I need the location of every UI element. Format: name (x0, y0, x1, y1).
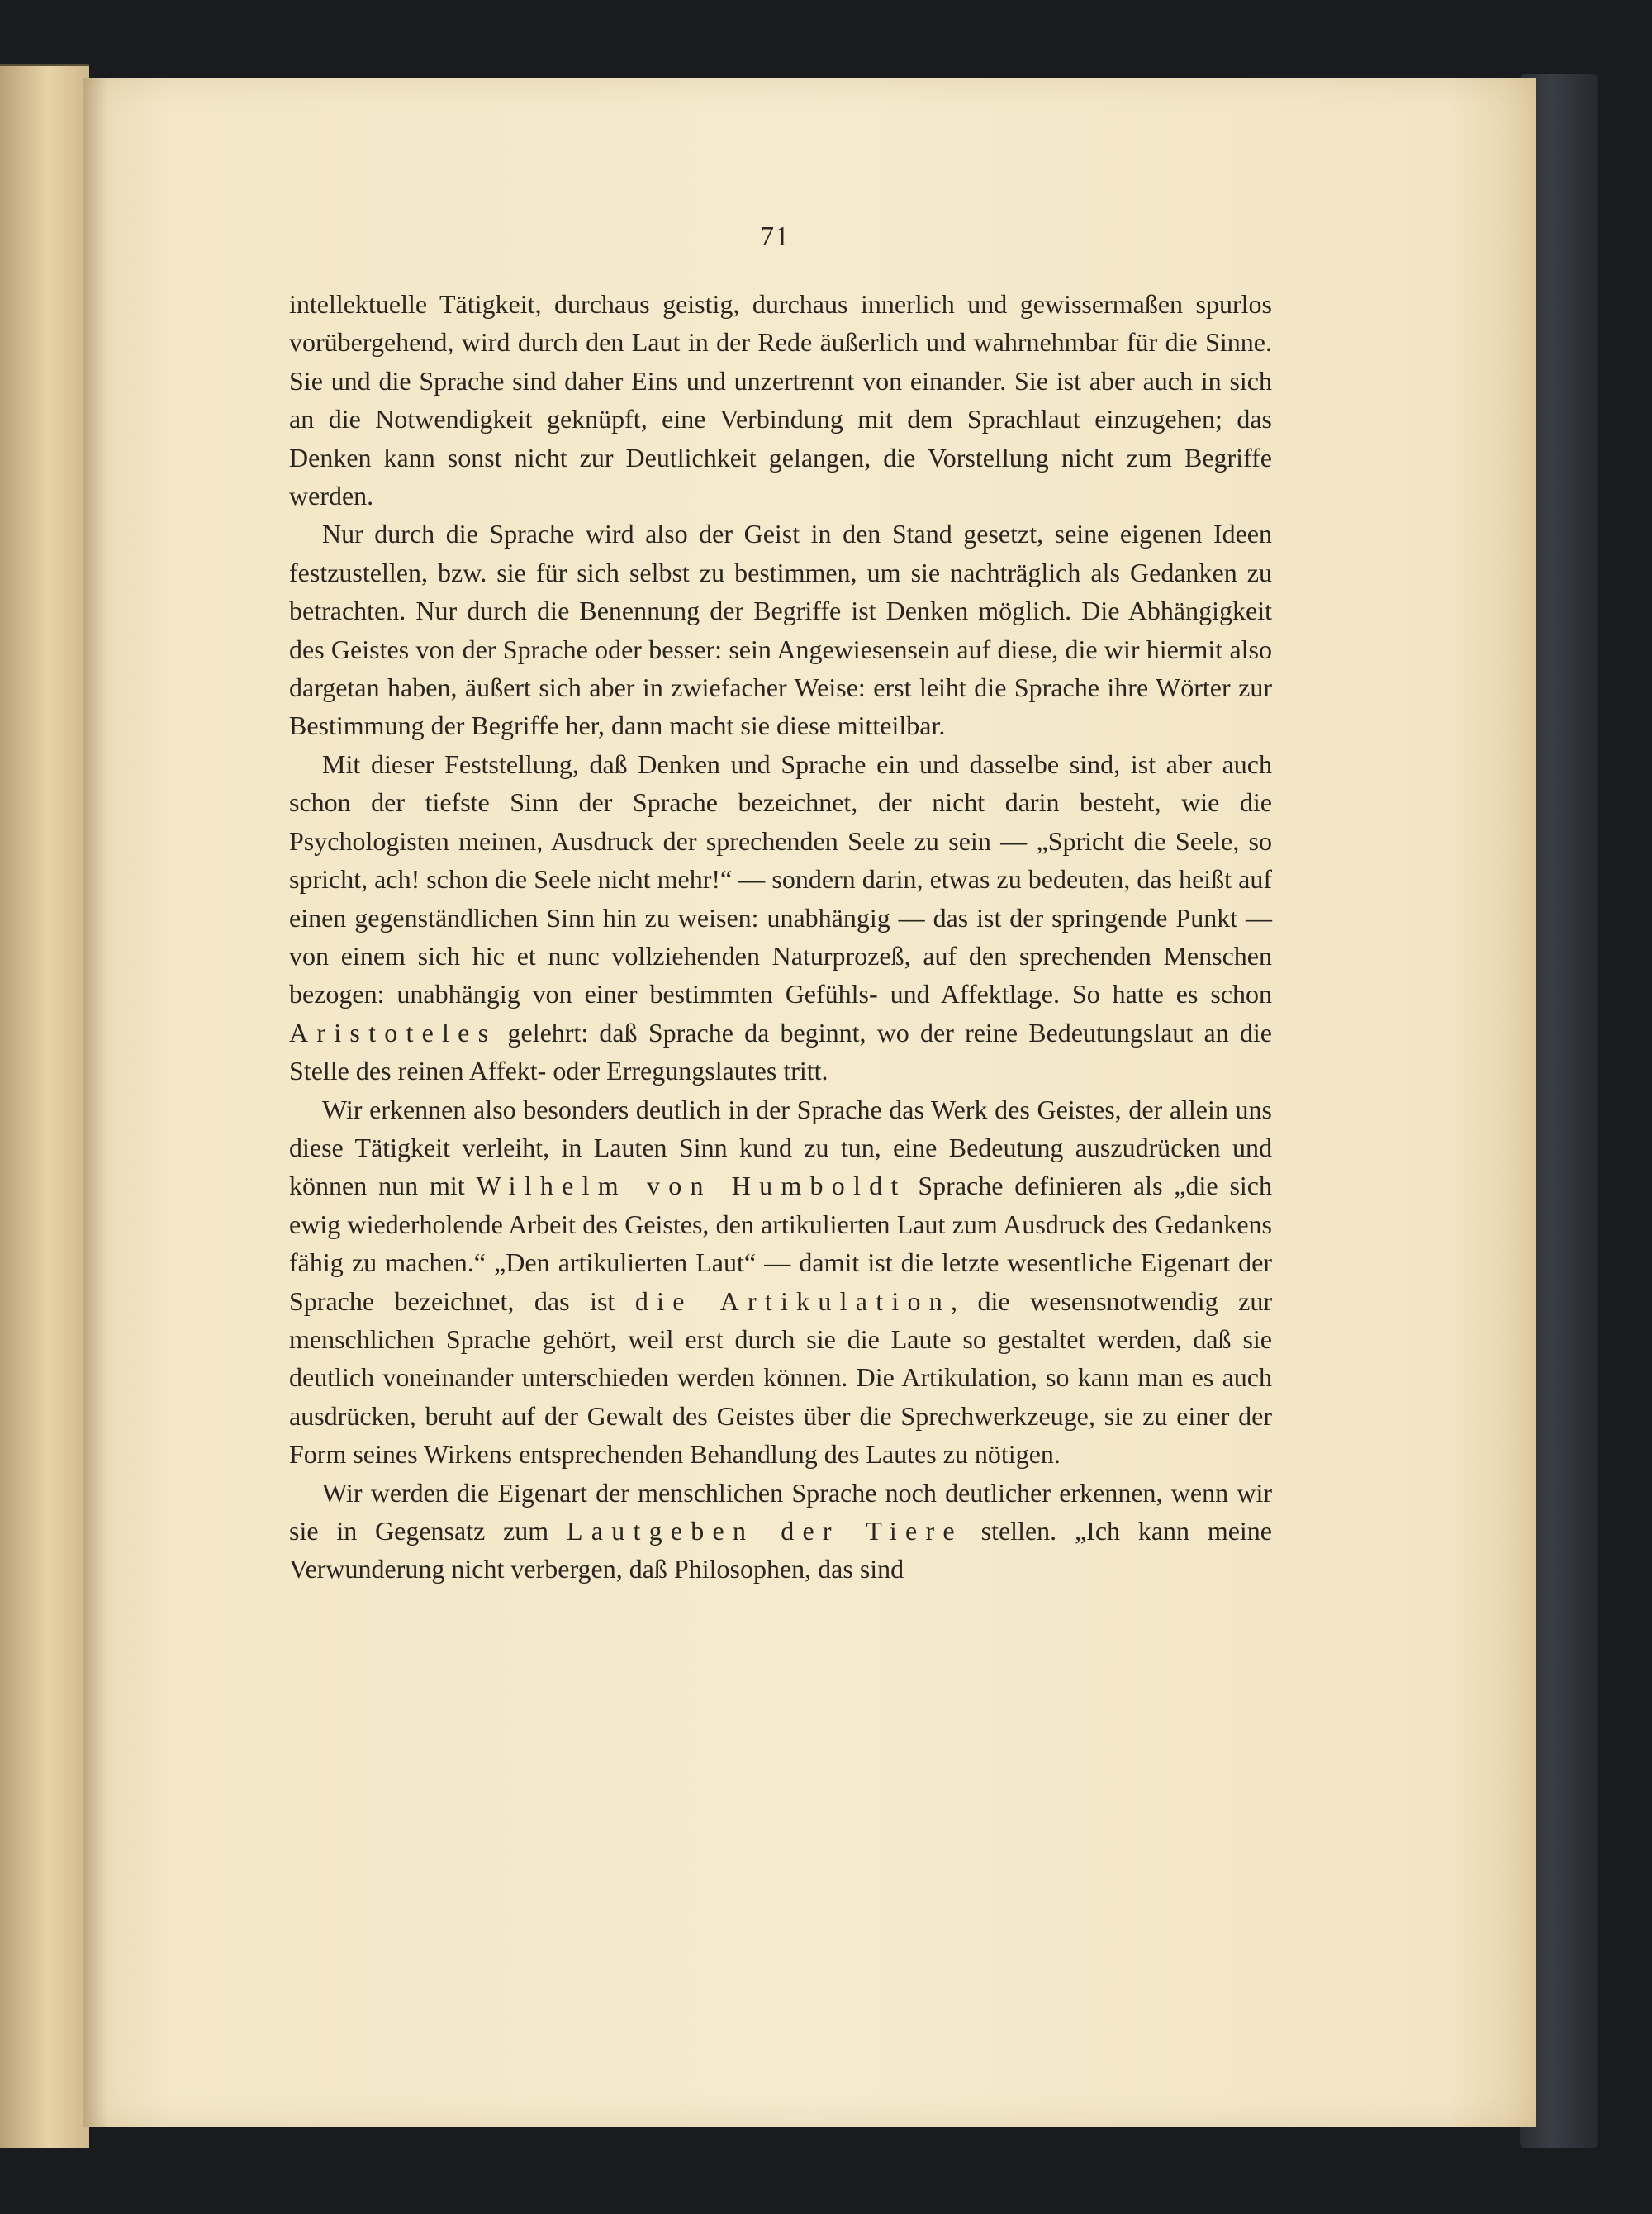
paragraph (289, 285, 1272, 515)
paragraph (289, 745, 1272, 1090)
paragraph-text: Nur durch die Sprache wird also der Geist in den Stand gesetzt, seine eigenen Ideen festzustellen, bzw. sie für sich selbst zu bestimmen, um sie nachträglich als Gedanken zu betrachten. Nur durch die Benennung der Begriffe ist Denken möglich. Die Abhängigkeit des Geistes von der Sprache oder besser: sein Angewiesensein auf diese, die wir hiermit also dargetan haben, äußert sich aber in zwiefacher Weise: erst leiht die Sprache ihre Wörter zur Bestimmung der Begriffe her, dann macht sie diese mitteilbar. (289, 519, 1272, 741)
emphasized-term-artikulation: die Artikulation (634, 1285, 951, 1316)
paragraph (289, 515, 1272, 744)
paragraph-text: Wir werden die Eigenart der menschlichen Sprache noch deutlicher erkennen, wenn wir sie in Gegensatz zum (289, 1477, 1272, 1546)
body-text (289, 285, 1272, 1589)
emphasized-term-lautgeben: Lautgeben der Tiere (566, 1516, 963, 1546)
gutter-shadow (83, 78, 107, 2127)
paragraph-text: Sprache definieren als „die sich ewig wiederholende Arbeit des Geistes, den artikulierten Laut zum Ausdruck des Gedankens fähig zu machen.“ „Den artikulierten Laut“ — damit ist die letzte wesentliche Eigenart der Sprache bezeichnet, das ist (289, 1171, 1273, 1316)
previous-page (0, 66, 89, 2148)
paragraph-text: gelehrt: daß Sprache da beginnt, wo der reine Bedeutungslaut an die Stelle des reinen Affekt- oder Erregungslautes tritt. (289, 1017, 1272, 1086)
paragraph-text: intellektuelle Tätigkeit, durchaus geistig, durchaus innerlich und gewissermaßen spurlos vorübergehend, wird durch den Laut in der Rede äußerlich und wahrnehmbar für die Sinne. Sie und die Sprache sind daher Eins und unzertrennt von einander. Sie ist aber auch in sich an die Notwendigkeit geknüpft, eine Verbindung mit dem Sprachlaut einzugehen; das Denken kann sonst nicht zur Deutlichkeit gelangen, die Vorstellung nicht zum Begriffe werden. (289, 289, 1272, 511)
paragraph (289, 1090, 1272, 1474)
paragraph (289, 1474, 1272, 1589)
emphasized-name-humboldt: Wilhelm von Humboldt (476, 1171, 907, 1201)
page-number: 71 (760, 221, 790, 252)
paragraph-text: Mit dieser Feststellung, daß Denken und Sprache ein und dasselbe sind, ist aber auch schon der tiefste Sinn der Sprache bezeichnet, der nicht darin besteht, wie die Psychologisten meinen, Ausdruck der sprechenden Seele zu sein — „Spricht die Seele, so spricht, ach! schon die Seele nicht mehr!“ — sondern darin, etwas zu bedeuten, das heißt auf einen gegenständlichen Sinn hin zu weisen: unabhängig — das ist der springende Punkt — von einem sich hic et nunc vollziehenden Naturprozeß, auf den sprechenden Menschen bezogen: unabhängig von einer bestimmten Gefühls- und Affektlage. So hatte es schon (289, 748, 1272, 1010)
emphasized-name-aristoteles: Aristoteles (289, 1017, 497, 1048)
paragraph-text: , die wesensnotwendig zur menschlichen Sprache gehört, weil erst durch sie die Laute so gestaltet werden, daß sie deutlich voneinander unterschieden werden können. Die Artikulation, so kann man es auch ausdrücken, beruht auf der Gewalt des Geistes über die Sprechwerkzeuge, sie zu einer der Form seines Wirkens entsprechenden Behandlung des Lautes zu nötigen. (289, 1285, 1273, 1470)
paragraph-text: stellen. „Ich kann meine Verwunderung nicht verbergen, daß Philosophen, das sind (289, 1516, 1273, 1584)
paragraph-text: Wir erkennen also besonders deutlich in der Sprache das Werk des Geistes, der allein uns diese Tätigkeit verleiht, in Lauten Sinn kund zu tun, eine Bedeutung auszudrücken und können nun mit (289, 1094, 1272, 1201)
